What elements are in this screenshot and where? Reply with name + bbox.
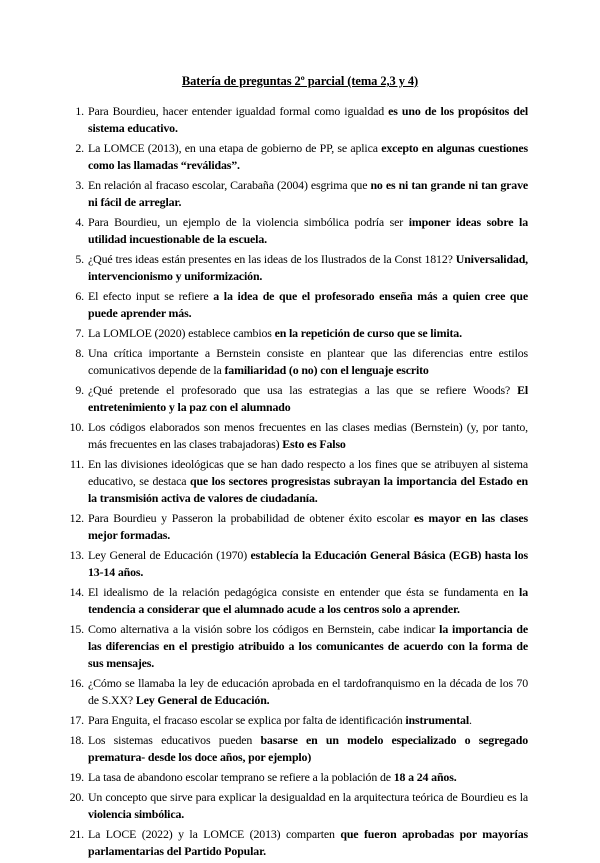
question-item	[69, 712, 528, 729]
question-item	[75, 177, 528, 211]
question-answer: imponer ideas sobre la utilidad incuestionable de la escuela.	[88, 215, 528, 246]
question-number: 11.	[70, 457, 84, 471]
question-item	[75, 103, 528, 137]
question-number: 15.	[69, 622, 84, 636]
question-item	[69, 584, 528, 618]
question-number: 7.	[75, 326, 84, 340]
question-number: 21.	[69, 827, 84, 841]
question-text: Para Bourdieu, hacer entender igualdad formal como igualdad	[88, 104, 389, 118]
question-item	[69, 732, 528, 766]
question-answer: Universalidad, intervencionismo y uniformización.	[88, 252, 528, 283]
question-text: El idealismo de la relación pedagógica consiste en entender que ésta se fundamenta en	[88, 585, 520, 599]
question-item	[69, 769, 528, 786]
question-text: ¿Qué pretende el profesorado que usa las estrategias a las que se refiere Woods?	[88, 383, 518, 397]
question-text: Para Bourdieu, un ejemplo de la violencia simbólica podría ser	[88, 215, 409, 229]
question-text: Ley General de Educación (1970)	[88, 548, 251, 562]
question-answer: es mayor en las clases mejor formadas.	[88, 511, 528, 542]
question-item	[75, 140, 528, 174]
question-answer: violencia simbólica.	[88, 807, 185, 821]
question-number: 10.	[69, 420, 84, 434]
question-number: 8.	[75, 346, 84, 360]
question-text: Los códigos elaborados son menos frecuentes en las clases medias (Bernstein) (y, por tanto, más frecuentes en las clases trabajadoras)	[88, 420, 528, 451]
page-title: Batería de preguntas 2º parcial (tema 2,3 y 4)	[181, 74, 419, 88]
question-text: En relación al fracaso escolar, Carabaña (2004) esgrima que	[88, 178, 371, 192]
question-text: Como alternativa a la visión sobre los códigos en Bernstein, cabe indicar	[88, 622, 440, 636]
question-number: 12.	[69, 511, 84, 525]
question-text: La LOCE (2022) y la LOMCE (2013) comparten	[88, 827, 341, 841]
question-answer: a la idea de que el profesorado enseña más a quien cree que puede aprender más.	[88, 289, 528, 320]
question-number: 14.	[69, 585, 84, 599]
question-item	[69, 547, 528, 581]
question-item	[69, 621, 529, 672]
question-number: 2.	[75, 141, 84, 155]
question-text: Para Enguita, el fracaso escolar se explica por falta de identificación	[88, 713, 406, 727]
question-item	[75, 382, 528, 416]
question-answer: familiaridad (o no) con el lenguaje escrito	[224, 363, 429, 377]
question-item	[69, 789, 528, 823]
question-answer: no es ni tan grande ni tan grave ni fácil de arreglar.	[88, 178, 528, 209]
question-item	[69, 675, 528, 709]
question-number: 4.	[75, 215, 84, 229]
question-number: 3.	[75, 178, 84, 192]
question-answer: que fueron aprobadas por mayorías parlamentarias del Partido Popular.	[88, 827, 528, 858]
question-number: 16.	[69, 676, 84, 690]
question-number: 17.	[69, 713, 84, 727]
question-item	[69, 510, 528, 544]
question-number: 19.	[69, 770, 84, 784]
question-text: El efecto input se refiere	[88, 289, 214, 303]
question-number: 5.	[75, 252, 84, 266]
question-number: 9.	[75, 383, 84, 397]
question-list	[69, 103, 529, 863]
question-text: En las divisiones ideológicas que se han dado respecto a los fines que se atribuyen al sistema educativo, se destaca	[88, 457, 528, 488]
question-answer: Esto es Falso	[282, 437, 346, 451]
question-answer: la importancia de las diferencias en el prestigio atribuido a los comunicantes de acuerdo con la forma de sus mensajes.	[88, 622, 529, 670]
question-number: 6.	[75, 289, 84, 303]
question-text: La tasa de abandono escolar temprano se refiere a la población de	[88, 770, 394, 784]
question-text: Para Bourdieu y Passeron la probabilidad de obtener éxito escolar	[88, 511, 415, 525]
question-text-end: .	[468, 713, 472, 727]
question-item	[75, 325, 528, 342]
question-item	[75, 288, 528, 322]
question-text: La LOMLOE (2020) establece cambios	[88, 326, 275, 340]
question-text: La LOMCE (2013), en una etapa de gobierno de PP, se aplica	[88, 141, 382, 155]
question-item	[75, 214, 528, 248]
question-text: Los sistemas educativos pueden	[88, 733, 261, 747]
question-answer: establecía la Educación General Básica (EGB) hasta los 13-14 años.	[88, 548, 528, 579]
question-answer: 18 a 24 años.	[393, 770, 457, 784]
question-item	[69, 419, 528, 453]
question-item	[75, 345, 528, 379]
question-item	[70, 456, 528, 507]
question-number: 18.	[69, 733, 84, 747]
question-answer: Ley General de Educación.	[135, 693, 270, 707]
question-number: 20.	[69, 790, 84, 804]
question-text: Un concepto que sirve para explicar la desigualdad en la arquitectura teórica de Bourdieu es la	[88, 790, 528, 804]
question-answer: basarse en un modelo especializado o segregado prematura- desde los doce años, por ejemplo)	[88, 733, 528, 764]
question-item	[69, 826, 528, 860]
question-answer: es uno de los propósitos del sistema educativo.	[88, 104, 528, 135]
question-item	[75, 251, 528, 285]
question-answer: en la repetición de curso que se limita.	[274, 326, 462, 340]
question-number: 1.	[75, 104, 84, 118]
question-answer: El entretenimiento y la paz con el alumnado	[88, 383, 528, 414]
question-text: Una crítica importante a Bernstein consiste en plantear que las diferencias entre estilos comunicativos depende de la	[88, 346, 528, 377]
question-number: 13.	[69, 548, 84, 562]
question-answer: instrumental	[405, 713, 469, 727]
question-text: ¿Cómo se llamaba la ley de educación aprobada en el tardofranquismo en la década de los 70 de S.XX?	[88, 676, 528, 707]
question-answer: excepto en algunas cuestiones como las llamadas “reválidas”.	[88, 141, 528, 172]
question-answer: que los sectores progresistas subrayan la importancia del Estado en la transmisión activa de valores de ciudadanía.	[88, 474, 528, 505]
question-text: ¿Qué tres ideas están presentes en las ideas de los Ilustrados de la Const 1812?	[88, 252, 456, 266]
question-answer: la tendencia a considerar que el alumnado acude a los centros solo a aprender.	[88, 585, 528, 616]
